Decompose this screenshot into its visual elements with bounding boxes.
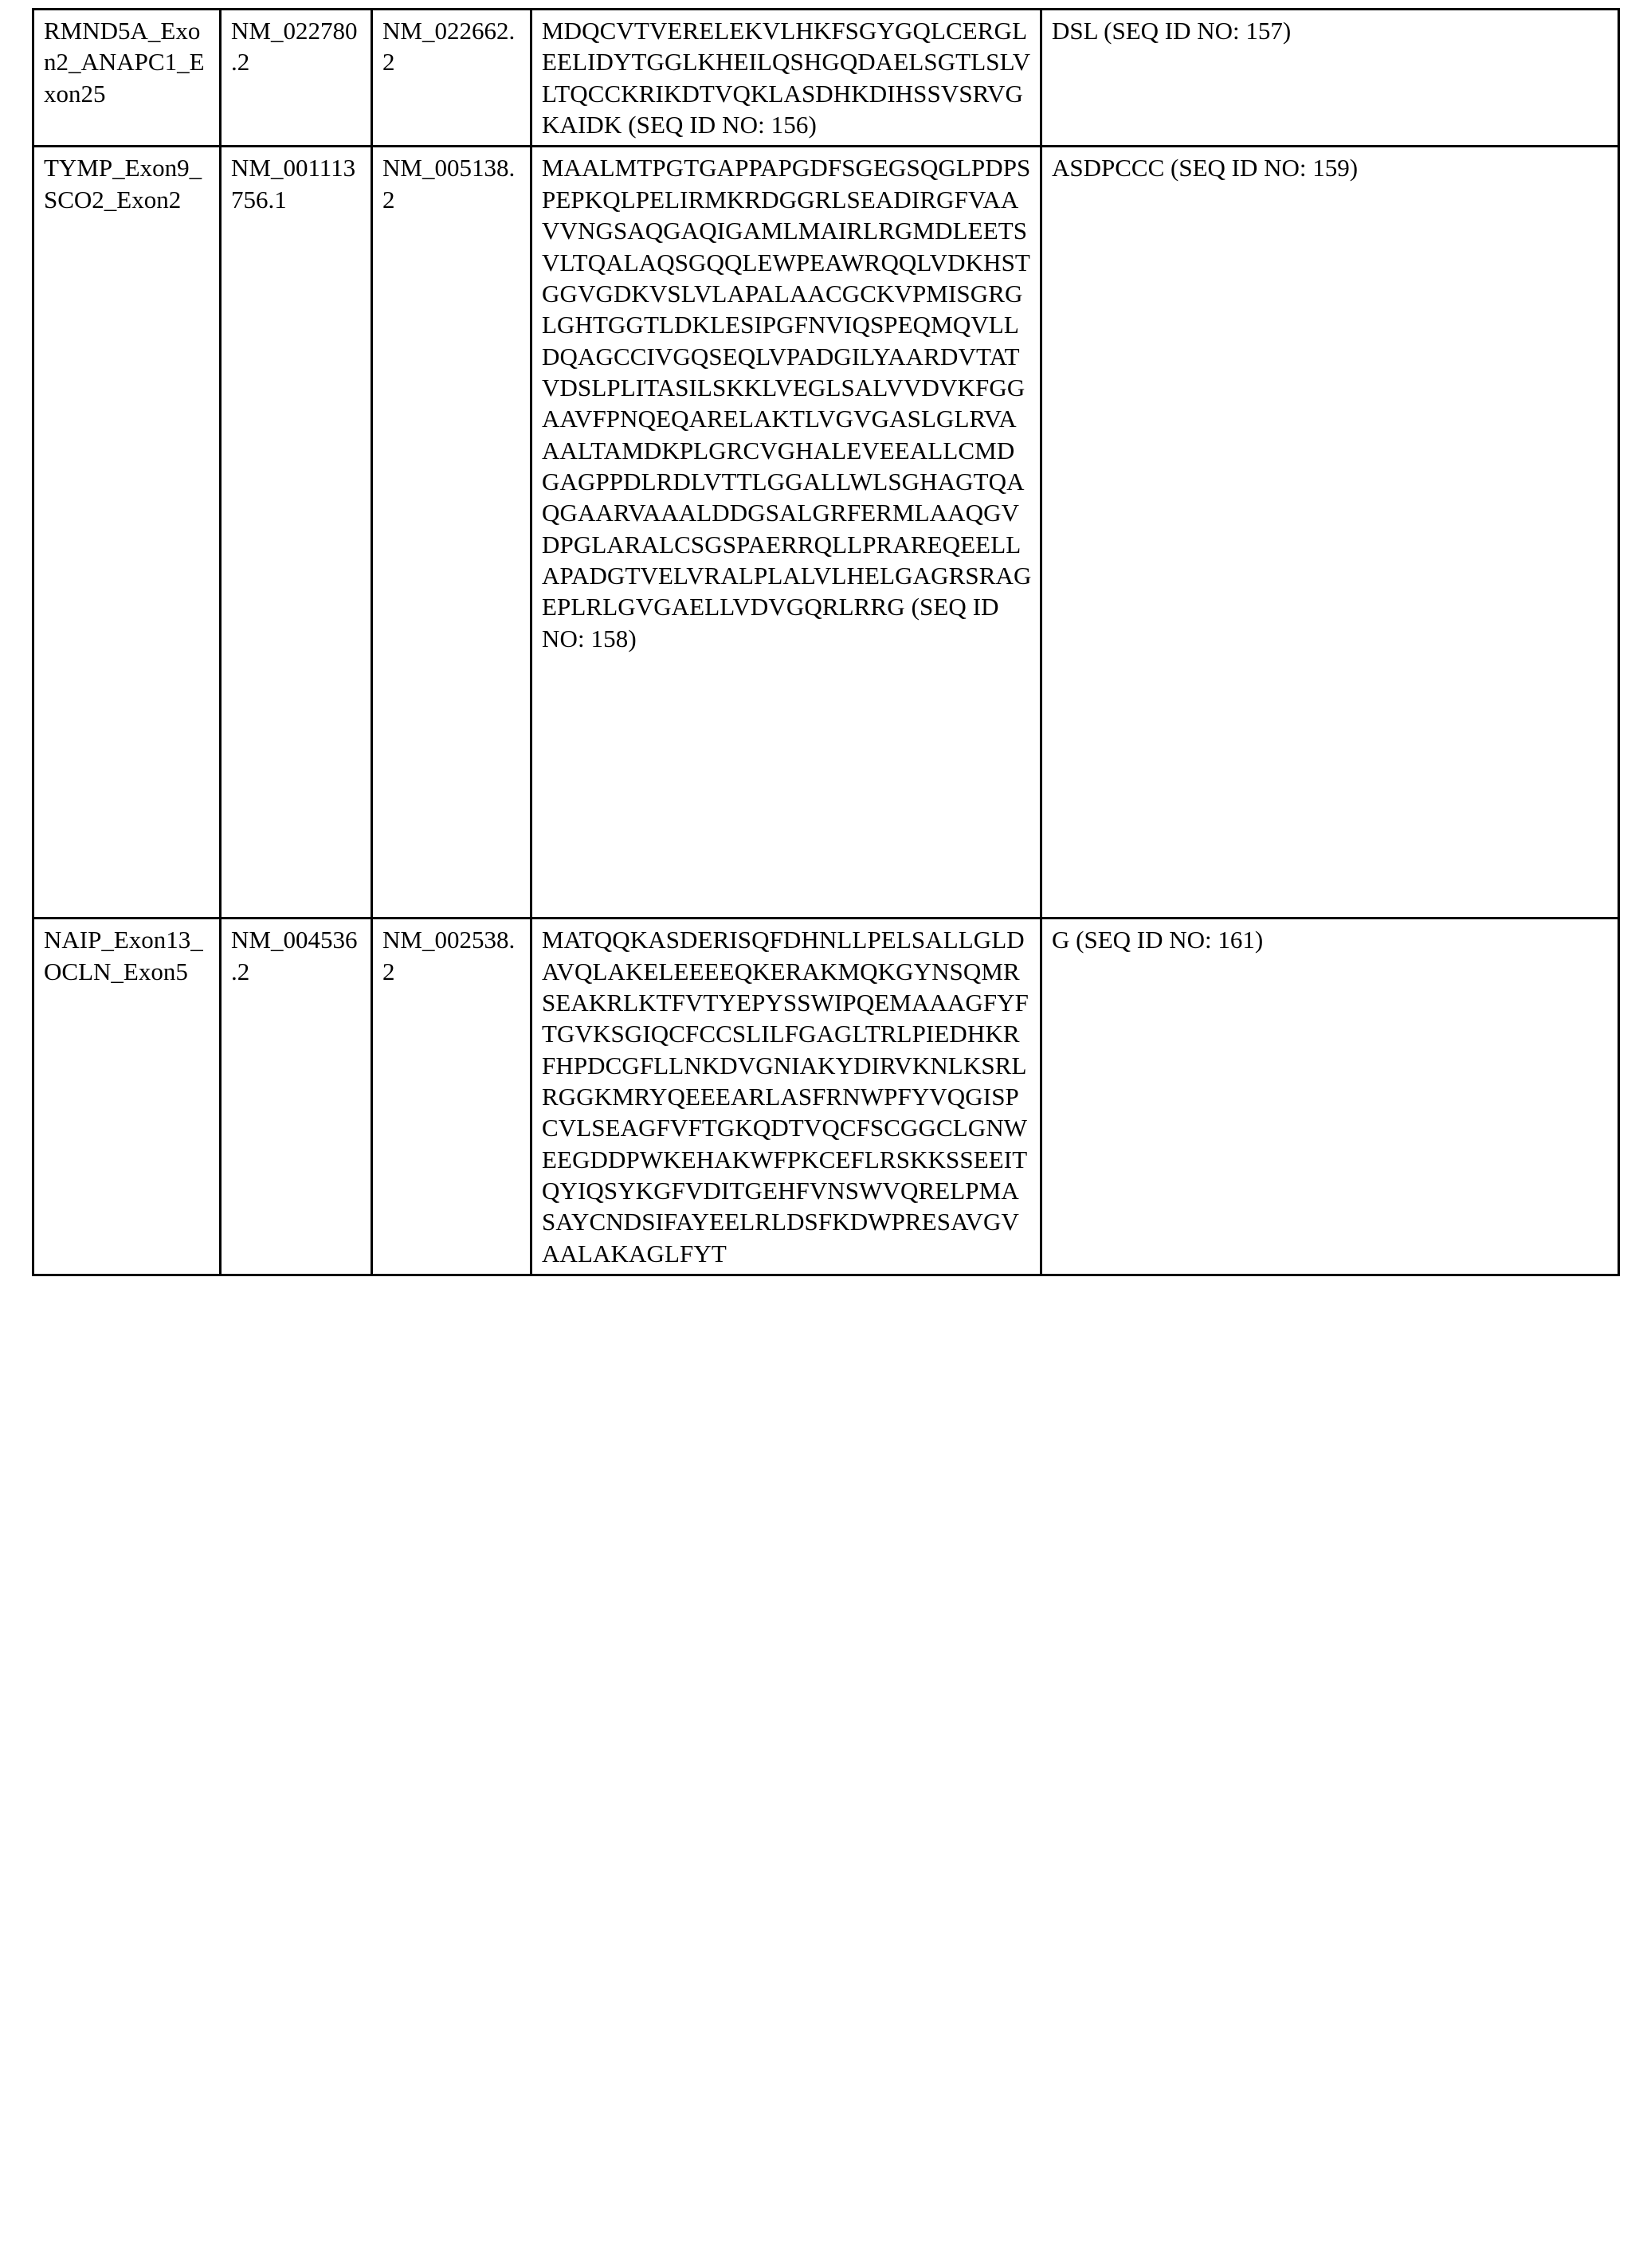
accession-1-cell	[221, 919, 372, 1275]
fusion-name-text: TYMP_Exon9_SCO2_Exon2	[44, 154, 202, 213]
accession-1-text: NM_022780.2	[231, 17, 358, 76]
accession-1-text: NM_001113756.1	[231, 154, 356, 213]
note-cell	[1041, 147, 1619, 919]
accession-2-text: NM_005138.2	[382, 154, 516, 213]
sequence-table	[32, 8, 1620, 1276]
accession-1-cell	[221, 10, 372, 147]
accession-2-text: NM_002538.2	[382, 926, 516, 985]
note-cell	[1041, 10, 1619, 147]
sequence-text: MATQQKASDERISQFDHNLLPELSALLGLDAVQLAKELEEEEQKERAKMQKGYNSQMRSEAKRLKTFVTYEPYSSWIPQEMAAAGFYFTGVKSGIQCFCCSLILFGAGLTRLPIEDHKRFHPDCGFLLNKDVGNIAKYDIRVKNLKSRLRGGKMRYQEEEARLASFRNWPFYVQGISPCVLSEAGFVFTGKQDTVQCFSCGGCLGNWEEGDDPWKEHAKWFPKCEFLRSKKSSEEITQYIQSYKGFVDITGEHFVNSWVQRELPMASAYCNDSIFAYEELRLDSFKDWPRESAVGVAALAKAGLFYT	[542, 926, 1029, 1267]
accession-1-cell	[221, 147, 372, 919]
table-row	[33, 919, 1619, 1275]
fusion-name-cell	[33, 10, 221, 147]
table-row	[33, 10, 1619, 147]
sequence-cell	[531, 10, 1041, 147]
sequence-cell	[531, 919, 1041, 1275]
note-text: DSL (SEQ ID NO: 157)	[1052, 17, 1292, 45]
sequence-text: MAALMTPGTGAPPAPGDFSGEGSQGLPDPSPEPKQLPELIRMKRDGGRLSEADIRGFVAAVVNGSAQGAQIGAMLMAIRLRGMDLEETSVLTQALAQSGQQLEWPEAWRQQLVDKHSTGGVGDKVSLVLAPALAACGCKVPMISGRGLGHTGGTLDKLESIPGFNVIQSPEQMQVLLDQAGCCIVGQSEQLVPADGILYAARDVTATVDSLPLITASILSKKLVEGLSALVVDVKFGGAAVFPNQEQARELAKTLVGVGASLGLRVAAALTAMDKPLGRCVGHALEVEEALLCMDGAGPPDLRDLVTTLGGALLWLSGHAGTQAQGAARVAAALDDGSALGRFERMLAAQGVDPGLARALCSGSPAERRQLLPRAREQEELLAPADGTVELVRALPLALVLHELGAGRSRAGEPLRLGVGAELLVDVGQRLRRG (SEQ ID NO: 158)	[542, 154, 1032, 652]
table-row	[33, 147, 1619, 919]
accession-2-cell	[372, 147, 531, 919]
fusion-name-text: RMND5A_Exon2_ANAPC1_Exon25	[44, 17, 205, 108]
sequence-cell	[531, 147, 1041, 919]
note-cell	[1041, 919, 1619, 1275]
fusion-name-cell	[33, 919, 221, 1275]
fusion-name-text: NAIP_Exon13_OCLN_Exon5	[44, 926, 203, 985]
fusion-name-cell	[33, 147, 221, 919]
note-text: ASDPCCC (SEQ ID NO: 159)	[1052, 154, 1359, 182]
sequence-text: MDQCVTVERELEKVLHKFSGYGQLCERGLEELIDYTGGLKHEILQSHGQDAELSGTLSLVLTQCCKRIKDTVQKLASDHKDIHSSVSRVGKAIDK (SEQ ID NO: 156)	[542, 17, 1031, 139]
note-text: G (SEQ ID NO: 161)	[1052, 926, 1264, 954]
accession-2-text: NM_022662.2	[382, 17, 516, 76]
accession-1-text: NM_004536.2	[231, 926, 358, 985]
accession-2-cell	[372, 10, 531, 147]
accession-2-cell	[372, 919, 531, 1275]
